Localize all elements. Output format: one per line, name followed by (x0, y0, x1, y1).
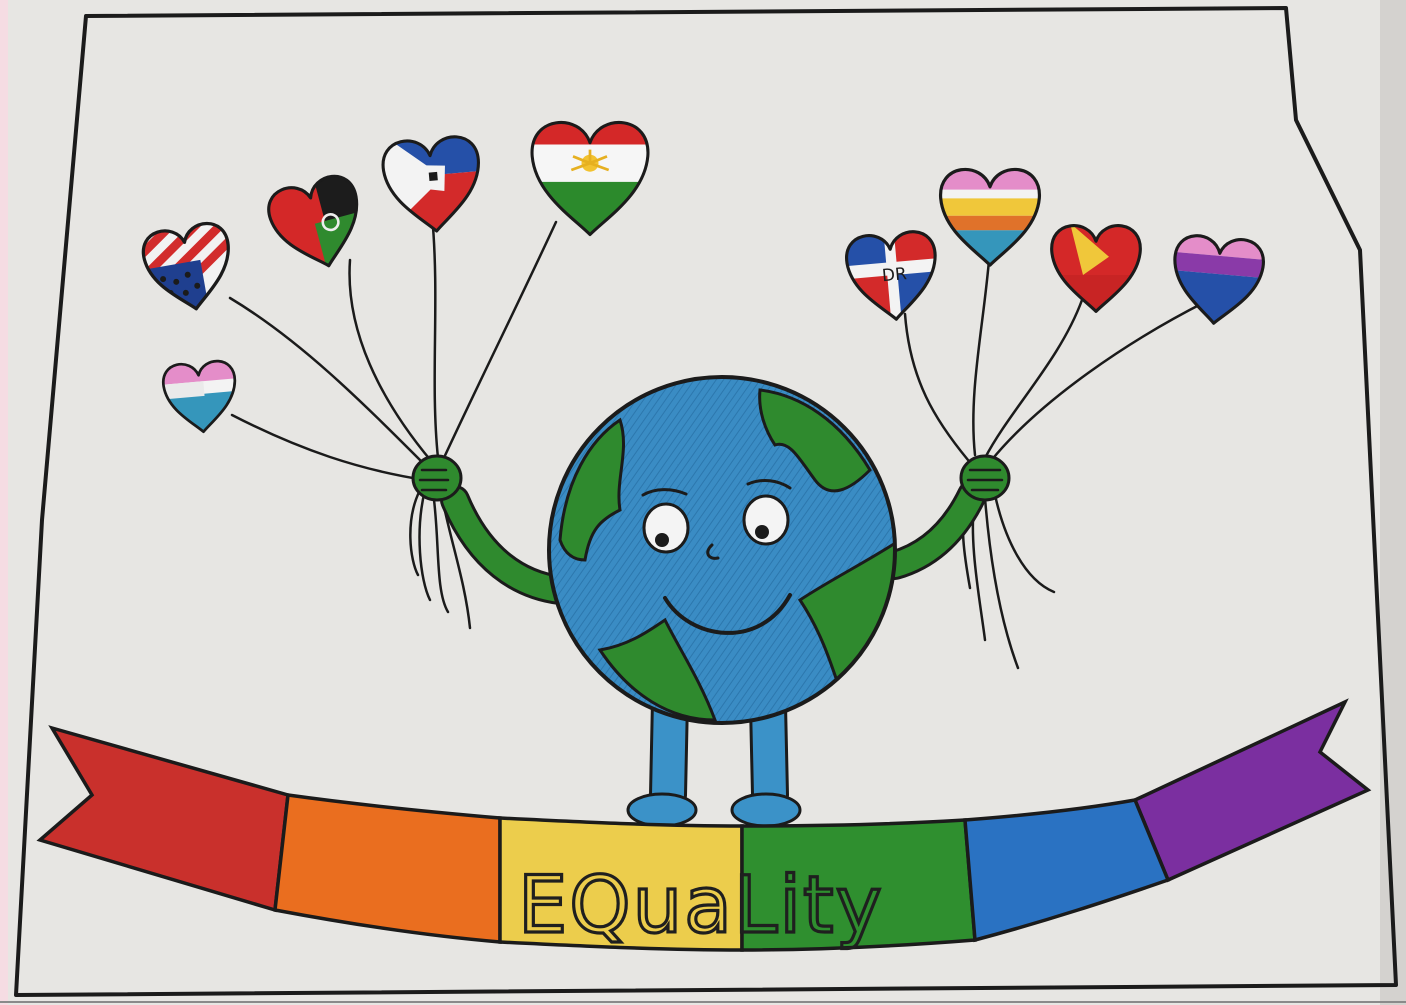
smiling-globe (549, 377, 901, 723)
svg-text:DR: DR (881, 263, 908, 286)
paper-shadow (1380, 0, 1406, 1005)
banner-text: EQuaLity (518, 861, 884, 951)
